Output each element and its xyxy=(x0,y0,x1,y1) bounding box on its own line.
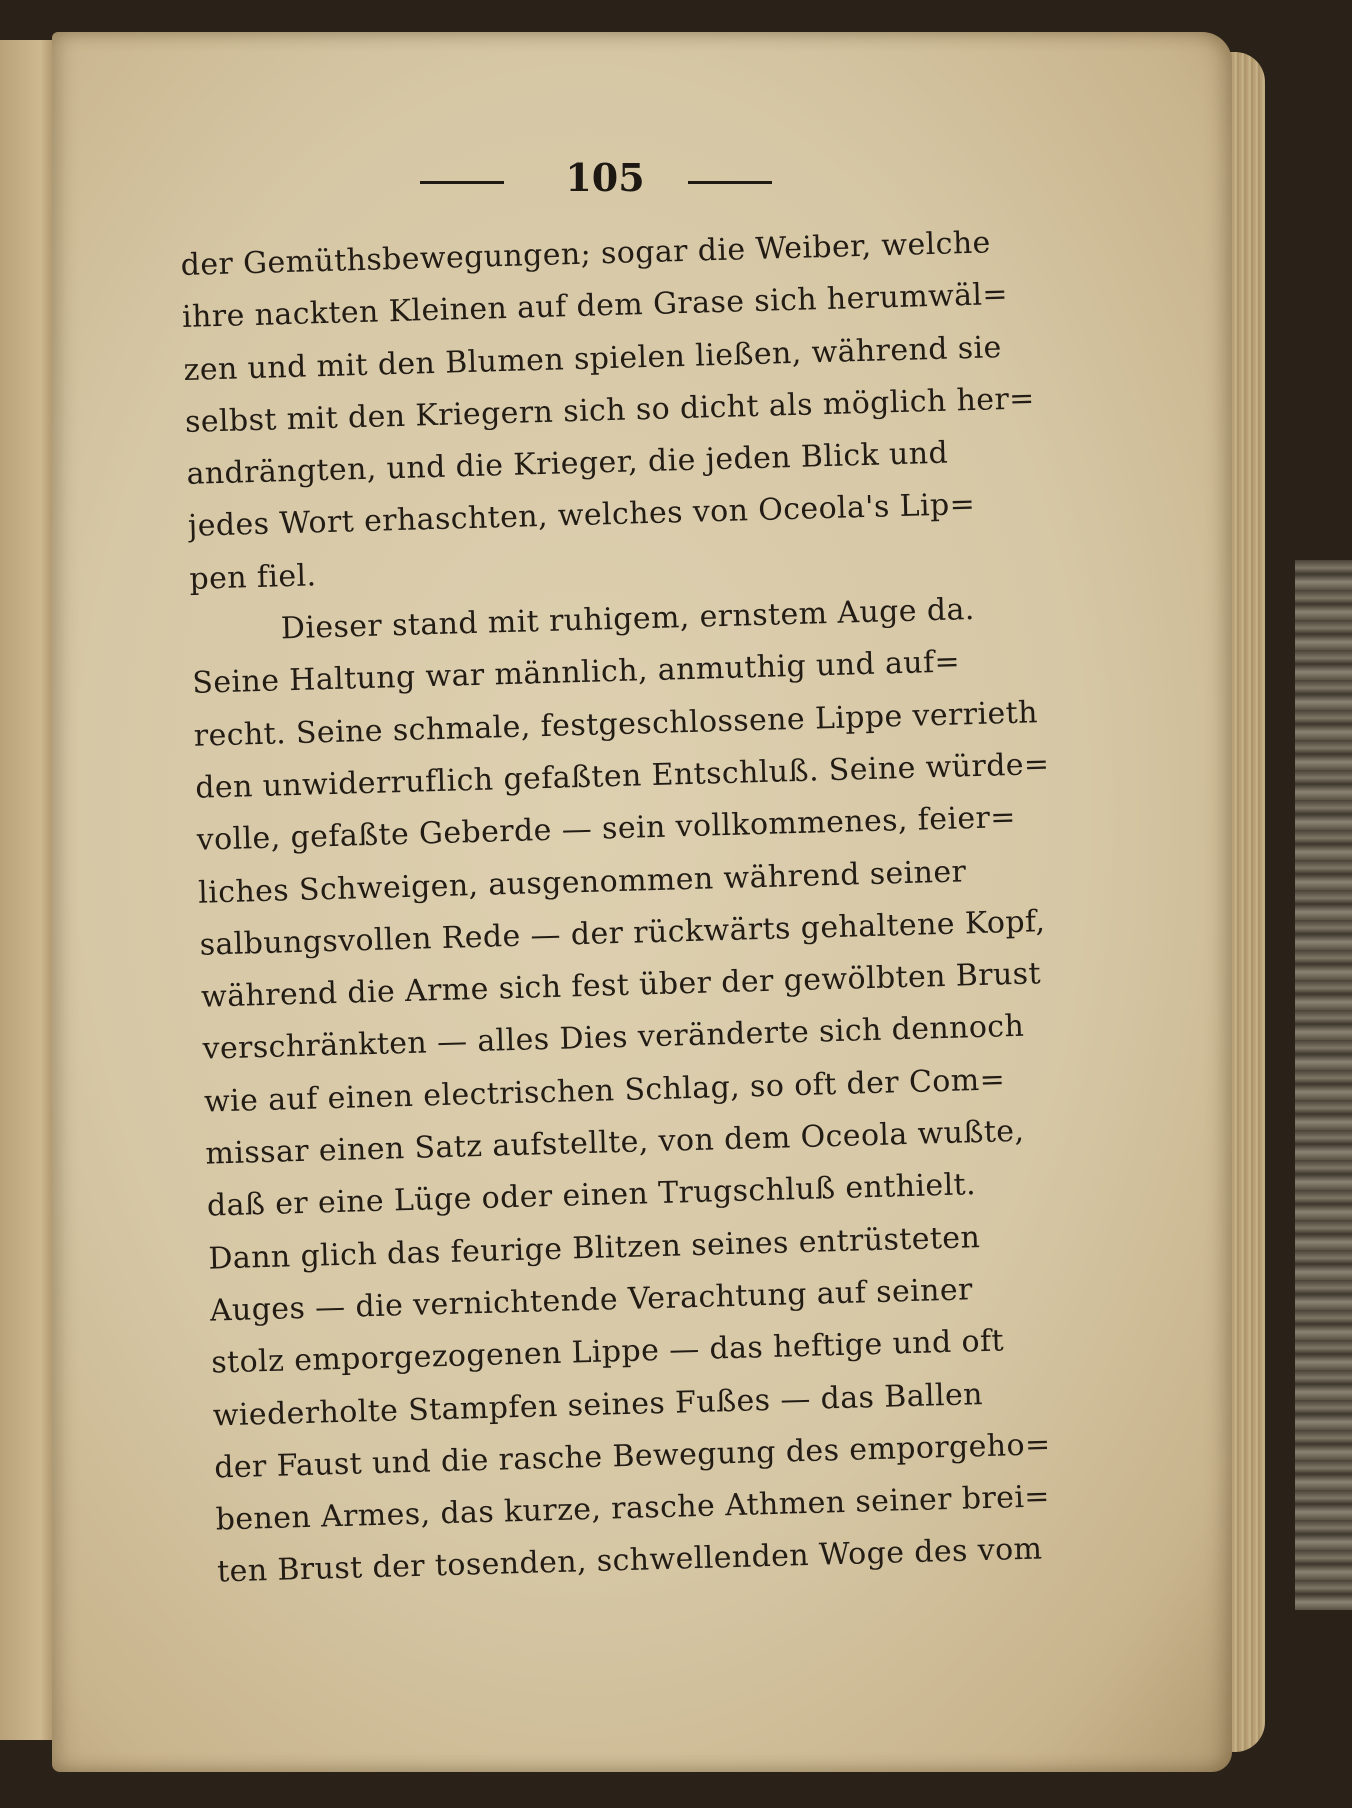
header-dash-left xyxy=(420,181,504,184)
text-line: andrängten, und die Krieger, die jeden Blick und xyxy=(186,435,949,493)
header-dash-right xyxy=(688,181,772,184)
text-line: benen Armes, das kurze, rasche Athmen seiner brei= xyxy=(215,1479,1051,1538)
text-line: der Gemüthsbewegungen; sogar die Weiber, welche xyxy=(180,225,992,283)
text-line: verschränkten — alles Dies veränderte sich dennoch xyxy=(202,1009,1025,1068)
text-line: missar einen Satz aufstellte, von dem Oceola wußte, xyxy=(205,1113,1025,1172)
text-line: selbst mit den Kriegern sich so dicht als möglich her= xyxy=(184,381,1036,440)
text-line: Dann glich das feurige Blitzen seines entrüsteten xyxy=(207,1219,981,1277)
text-line: wiederholte Stampfen seines Fußes — das Ballen xyxy=(212,1376,984,1434)
paragraph-start-line: Dieser stand mit ruhigem, ernstem Auge da. xyxy=(280,592,976,647)
text-line: jedes Wort erhaschten, welches von Oceola's Lip= xyxy=(187,487,976,545)
text-line: ihre nackten Kleinen auf dem Grase sich herumwäl= xyxy=(181,277,1009,336)
text-line: recht. Seine schmale, festgeschlossene Lippe verrieth xyxy=(193,694,1039,754)
text-line: stolz emporgezogenen Lippe — das heftige und oft xyxy=(210,1323,1005,1381)
text-line: Seine Haltung war männlich, anmuthig und auf= xyxy=(191,644,961,702)
page-header xyxy=(420,155,780,205)
text-line: ten Brust der tosenden, schwellenden Woge des vom xyxy=(216,1531,1043,1590)
text-line: volle, gefaßte Geberde — sein vollkommenes, feier= xyxy=(196,800,1017,859)
text-line: wie auf einen electrischen Schlag, so oft der Com= xyxy=(203,1062,1006,1120)
text-line: daß er eine Lüge oder einen Trugschluß enthielt. xyxy=(206,1167,977,1224)
text-line: zen und mit den Blumen spielen ließen, während sie xyxy=(183,329,1003,388)
text-line: salbungsvollen Rede — der rückwärts gehaltene Kopf, xyxy=(199,903,1046,963)
text-line: Auges — die vernichtende Verachtung auf seiner xyxy=(209,1272,974,1329)
text-line: den unwiderruflich gefaßten Entschluß. Seine würde= xyxy=(194,746,1050,806)
text-line: während die Arme sich fest über der gewölbten Brust xyxy=(200,956,1042,1015)
body-text xyxy=(180,215,1108,1599)
text-line: liches Schweigen, ausgenommen während seiner xyxy=(197,853,967,911)
text-line: pen fiel. xyxy=(188,558,317,597)
page-number: 105 xyxy=(565,155,645,200)
text-line: der Faust und die rasche Bewegung des emporgeho= xyxy=(213,1426,1051,1486)
book-spine xyxy=(1295,560,1352,1610)
left-page-edge xyxy=(0,40,58,1740)
